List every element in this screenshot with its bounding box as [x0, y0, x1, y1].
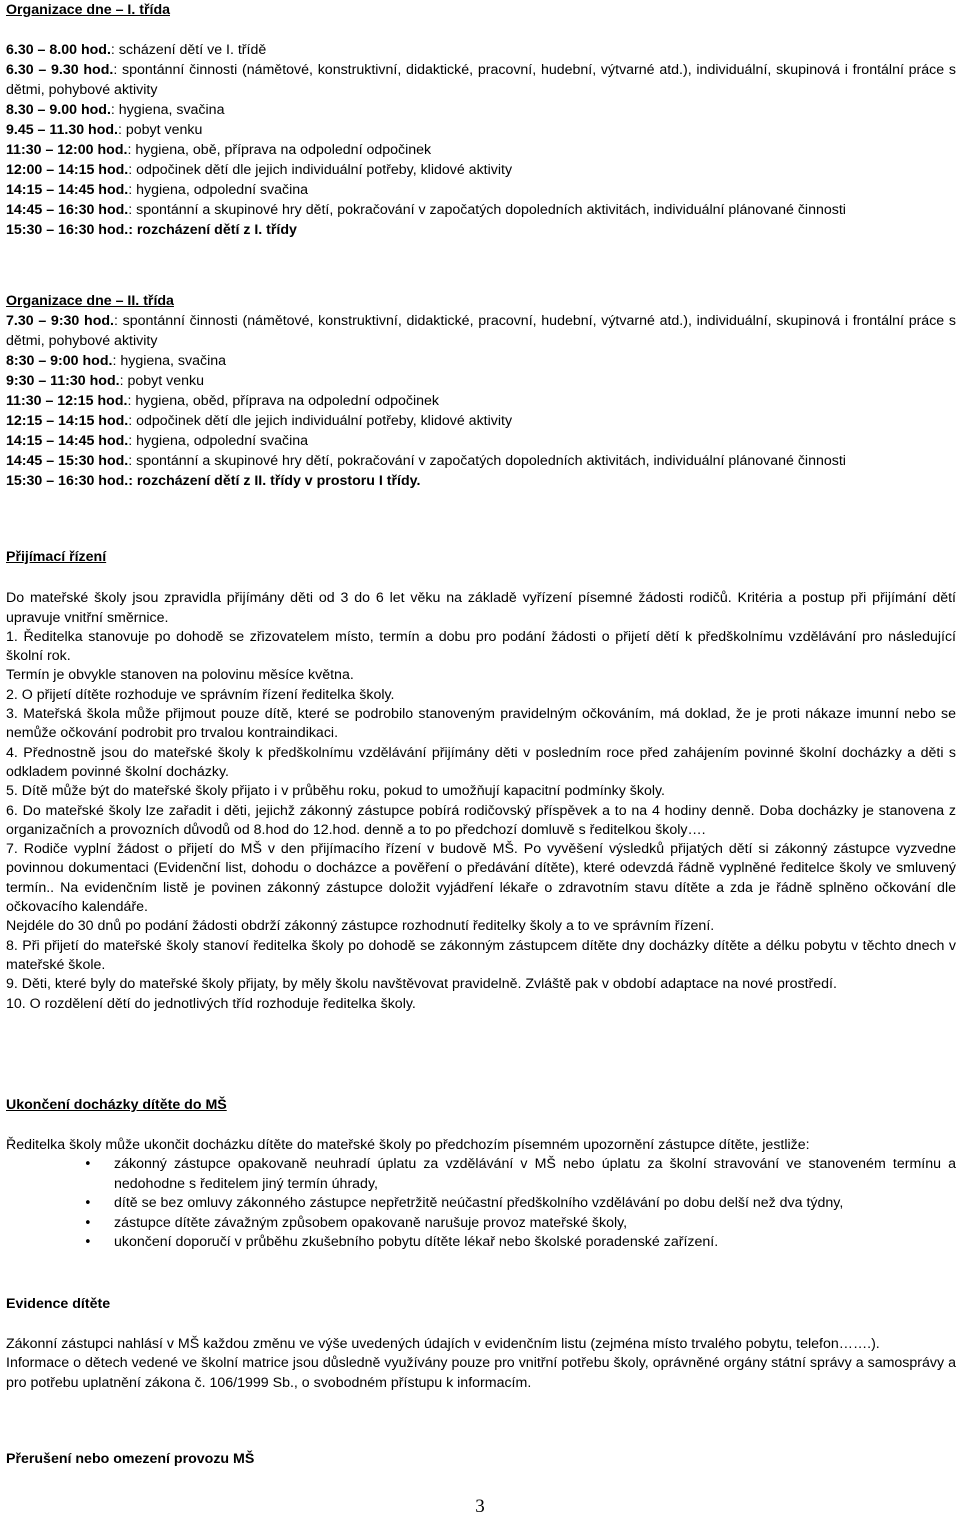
termination-section — [6, 1096, 956, 1253]
schedule-activity: : spontánní činnosti (námětové, konstruktivní, didaktické, pracovní, hudební, výtvarné atd.), individuální, skupinová i frontální práce s dětmi, pohybové aktivity — [6, 62, 957, 98]
schedule-time: 12:00 – 14:15 hod. — [6, 162, 129, 178]
schedule-activity: : odpočinek dětí dle jejich individuální potřeby, klidové aktivity — [128, 413, 513, 429]
admission-item: 4. Přednostně jsou do mateřské školy k předškolnímu vzdělávání přijímány děti v posledním roce před zahájením povinné školní docházky a děti s odkladem povinné školní docházky. — [6, 744, 956, 780]
interruption-section — [6, 1450, 956, 1470]
schedule-closing-class-1: 15:30 – 16:30 hod.: rozcházení dětí z I. třídy — [6, 222, 297, 238]
schedule-row — [6, 371, 956, 391]
schedule-time: 6.30 – 9.30 hod. — [6, 62, 114, 78]
schedule-time: 8:30 – 9:00 hod. — [6, 353, 113, 369]
schedule-time: 14:15 – 14:45 hod. — [6, 433, 129, 449]
schedule-row — [6, 100, 956, 120]
schedule-activity: : hygiena, odpolední svačina — [128, 433, 309, 449]
evidence-paragraph-2: Informace o dětech vedené ve školní matrice jsou důsledně využívány pouze pro vnitřní potřebu školy, oprávněné orgány státní správy a samosprávy a pro potřebu uplatnění zákona č. 106/1999 Sb., o svobodném přístupu k informacím. — [6, 1355, 956, 1391]
schedule-time: 11:30 – 12:15 hod. — [6, 393, 128, 409]
schedule-activity: : spontánní a skupinové hry dětí, pokračování v započatých dopoledních aktivitách, individuální plánované činnosti — [128, 202, 846, 218]
termination-bullet-item: • zákonný zástupce opakovaně neuhradí úplatu za vzdělávání v MŠ nebo úplatu za školní stravování ve stanoveném termínu a nedohodne s ředitelem jiný termín úhrady, — [114, 1155, 956, 1194]
admission-item: 1. Ředitelka stanovuje po dohodě se zřizovatelem místo, termín a dobu pro podání žádosti o přijetí dětí k předškolnímu vzdělávání pro následující školní rok. — [6, 628, 956, 665]
section-heading-interruption: Přerušení nebo omezení provozu MŠ — [6, 1451, 255, 1467]
schedule-time: 9:30 – 11:30 hod. — [6, 373, 120, 389]
schedule-time: 7.30 – 9:30 hod. — [6, 313, 114, 329]
admission-item: 7. Rodiče vyplní žádost o přijetí do MŠ v den přijímacího řízení v budově MŠ. Po vyvěšení výsledků přijatých dětí si zákonný zástupce vyzvedne povinnou dokumentaci (Evidenční list, dohodu o docházce a pověření o předávání dítěte), které odevzdá řádně vyplněné ředitelce školy ve smluvený termín.. Na evidenčním listě je povinen zákonný zástupce doložit vyjádření lékaře o zdravotním stavu dítěte a zda je řádně splněno očkování dle očkovacího kalendáře. — [6, 841, 956, 916]
schedule-time: 14:45 – 15:30 hod. — [6, 453, 129, 469]
schedule-activity: : hygiena, svačina — [112, 353, 227, 369]
schedule-activity: : hygiena, odpolední svačina — [128, 182, 309, 198]
schedule-activity: : hygiena, svačina — [110, 102, 225, 118]
schedule-row — [6, 351, 956, 371]
schedule-time: 12:15 – 14:15 hod. — [6, 413, 129, 429]
schedule-row — [6, 200, 956, 220]
schedule-activity: : scházení dětí ve I. třídě — [110, 42, 267, 58]
termination-list — [6, 1155, 956, 1253]
schedule-activity: : odpočinek dětí dle jejich individuální potřeby, klidové aktivity — [128, 162, 513, 178]
admission-section — [6, 548, 956, 1014]
schedule-row — [6, 431, 956, 451]
admission-item: 6. Do mateřské školy lze zařadit i děti, jejichž zákonný zástupce pobírá rodičovský příspěvek a to na 4 hodiny denně. Doba docházky je stanovena z organizačních a provozních důvodů od 8.hod do 12.hod. denně a to po předchozí domluvě s ředitelkou školy…. — [6, 802, 956, 838]
admission-item: 8. Při přijetí do mateřské školy stanoví ředitelka školy po dohodě se zákonným zástupcem dítěte dny docházky dítěte a délku pobytu v těchto dnech v mateřské škole. — [6, 937, 956, 973]
section-heading-admission: Přijímací řízení — [6, 549, 107, 565]
schedule-time: 9.45 – 11.30 hod. — [6, 122, 118, 138]
admission-item: 2. O přijetí dítěte rozhoduje ve správním řízení ředitelka školy. — [6, 686, 395, 703]
admission-intro: Do mateřské školy jsou zpravidla přijímány děti od 3 do 6 let věku na základě vyřízení písemné žádosti rodičů. Kritéria a postup při přijímání dětí upravuje vnitřní směrnice. — [6, 590, 956, 626]
termination-bullet-item: • ukončení doporučí v průběhu zkušebního pobytu dítěte lékař nebo školské poradenské zařízení. — [114, 1233, 956, 1253]
schedule-row — [6, 311, 956, 351]
schedule-time: 14:45 – 16:30 hod. — [6, 202, 129, 218]
schedule-activity: : spontánní a skupinové hry dětí, pokračování v započatých dopoledních aktivitách, individuální plánované činnosti — [128, 453, 846, 469]
page-number: 3 — [475, 1496, 485, 1517]
admission-item: Termín je obvykle stanoven na polovinu měsíce května. — [6, 667, 354, 684]
admission-item: 3. Mateřská škola může přijmout pouze dítě, které se podrobilo stanoveným pravidelným očkováním, má doklad, že je proti nákaze imunní nebo se nemůže očkování podrobit pro trvalou kontraindikaci. — [6, 706, 956, 742]
schedule-row — [6, 160, 956, 180]
schedule-activity: : hygiena, obě, příprava na odpolední odpočinek — [127, 142, 432, 158]
schedule-closing-class-2: 15:30 – 16:30 hod.: rozcházení dětí z II. třídy v prostoru I třídy. — [6, 473, 421, 489]
schedule-activity: : pobyt venku — [119, 373, 204, 389]
schedule-activity: : spontánní činnosti (námětové, konstruktivní, didaktické, pracovní, hudební, výtvarné atd.), individuální, skupinová i frontální práce s dětmi, pohybové aktivity — [6, 313, 956, 349]
evidence-paragraph-1: Zákonní zástupci nahlásí v MŠ každou změnu ve výše uvedených údajích v evidenčním listu (zejména místo trvalého pobytu, telefon…….). — [6, 1335, 880, 1352]
termination-bullet-item: • zástupce dítěte závažným způsobem opakovaně narušuje provoz mateřské školy, — [114, 1214, 956, 1234]
admission-item: 5. Dítě může být do mateřské školy přijato i v průběhu roku, pokud to umožňují kapacitní podmínky školy. — [6, 783, 665, 800]
schedule-activity: : hygiena, oběd, příprava na odpolední odpočinek — [127, 393, 440, 409]
schedule-row — [6, 120, 956, 140]
schedule-row — [6, 60, 956, 100]
schedule-row — [6, 411, 956, 431]
section-heading-class-2: Organizace dne – II. třída — [6, 293, 174, 309]
evidence-section — [6, 1295, 956, 1393]
schedule-class-1 — [6, 0, 956, 240]
schedule-time: 14:15 – 14:45 hod. — [6, 182, 129, 198]
section-heading-evidence: Evidence dítěte — [6, 1296, 111, 1312]
schedule-row — [6, 180, 956, 200]
schedule-time: 11:30 – 12:00 hod. — [6, 142, 128, 158]
schedule-row — [6, 451, 956, 471]
schedule-class-2 — [6, 291, 956, 491]
termination-intro: Ředitelka školy může ukončit docházku dítěte do mateřské školy po předchozím písemném upozornění zástupce dítěte, jestliže: — [6, 1136, 810, 1153]
schedule-row — [6, 391, 956, 411]
termination-bullet-item: • dítě se bez omluvy zákonného zástupce nepřetržitě neúčastní předškolního vzdělávání po dobu delší než dva týdny, — [114, 1194, 956, 1214]
schedule-row — [6, 140, 956, 160]
schedule-activity: : pobyt venku — [118, 122, 203, 138]
admission-item: 9. Děti, které byly do mateřské školy přijaty, by měly školu navštěvovat pravidelně. Zvláště pak v období adaptace na nové prostředí. — [6, 976, 837, 993]
admission-item: Nejdéle do 30 dnů po podání žádosti obdrží zákonný zástupce rozhodnutí ředitelky školy a to ve správním řízení. — [6, 918, 715, 935]
schedule-row — [6, 40, 956, 60]
schedule-time: 8.30 – 9.00 hod. — [6, 102, 111, 118]
section-heading-class-1: Organizace dne – I. třída — [6, 2, 170, 18]
admission-item: 10. O rozdělení dětí do jednotlivých tříd rozhoduje ředitelka školy. — [6, 995, 416, 1012]
schedule-time: 6.30 – 8.00 hod. — [6, 42, 111, 58]
section-heading-termination: Ukončení docházky dítěte do MŠ — [6, 1097, 227, 1113]
